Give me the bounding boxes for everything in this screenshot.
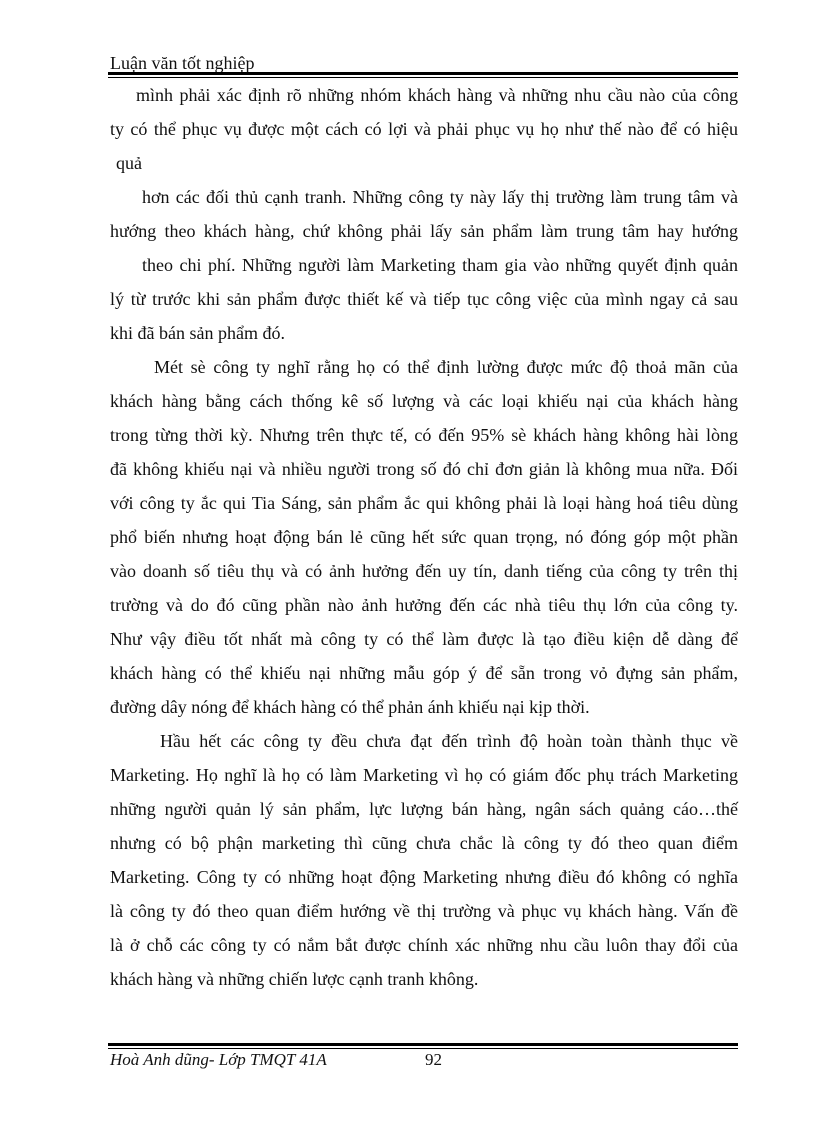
header-title: Luận văn tốt nghiệp xyxy=(110,53,255,73)
text-line: khách hàng và những chiến lược cạnh tranh không. xyxy=(110,969,479,989)
text-line: theo chi phí. Những người làm Marketing tham gia vào những quyết định quản xyxy=(142,255,738,275)
text-line: Marketing. Họ nghĩ là họ có làm Marketing vì họ có giám đốc phụ trách Marketing xyxy=(110,765,738,785)
text-line: Mét sè công ty nghĩ rằng họ có thể định lường được mức độ thoả mãn của xyxy=(154,357,738,377)
text-line: với công ty ắc qui Tia Sáng, sản phẩm ắc qui không phải là loại hàng hoá tiêu dùng xyxy=(110,493,738,513)
text-line: đã không khiếu nại và nhiều người trong số đó chỉ đơn giản là không mua nữa. Đối xyxy=(110,459,738,479)
text-line: quả xyxy=(116,153,142,173)
page-number: 92 xyxy=(425,1050,442,1069)
text-line: trường và do đó cũng phần nào ảnh hưởng đến các nhà tiêu thụ lớn của công ty. xyxy=(110,595,738,615)
text-line: hướng theo khách hàng, chứ không phải lấy sản phẩm làm trung tâm hay hướng xyxy=(110,221,738,241)
text-line: Marketing. Công ty có những hoạt động Marketing nhưng điều đó không có nghĩa xyxy=(110,867,738,887)
text-line: đường dây nóng để khách hàng có thể phản ánh khiếu nại kịp thời. xyxy=(110,697,590,717)
footer-author: Hoà Anh dũng- Lớp TMQT 41A xyxy=(110,1050,327,1069)
text-line: phổ biến nhưng hoạt động bán lẻ cũng hết sức quan trọng, nó đóng góp một phần xyxy=(110,527,738,547)
text-line: Hầu hết các công ty đều chưa đạt đến trình độ hoàn toàn thành thục về xyxy=(160,731,738,751)
body-text xyxy=(110,78,738,996)
text-line: Như vậy điều tốt nhất mà công ty có thể làm được là tạo điều kiện dễ dàng để xyxy=(110,629,738,649)
text-line: hơn các đối thủ cạnh tranh. Những công ty này lấy thị trường làm trung tâm và xyxy=(142,187,738,207)
text-line: là ở chỗ các công ty có nắm bắt được chính xác những nhu cầu luôn thay đổi của xyxy=(110,935,738,955)
text-line: lý từ trước khi sản phẩm được thiết kế và tiếp tục công việc của mình ngay cả sau xyxy=(110,289,738,309)
footer-rule xyxy=(108,1043,738,1049)
text-line: là công ty đó theo quan điểm hướng về thị trường và phục vụ khách hàng. Vấn đề xyxy=(110,901,738,921)
text-line: trong từng thời kỳ. Nhưng trên thực tế, có đến 95% sè khách hàng không hài lòng xyxy=(110,425,738,445)
text-line: khách hàng có thể khiếu nại những mẫu góp ý để sẵn trong vỏ đựng sản phẩm, xyxy=(110,663,738,683)
text-line: khách hàng bằng cách thống kê số lượng và các loại khiếu nại của khách hàng xyxy=(110,391,738,411)
text-line: vào doanh số tiêu thụ và có ảnh hưởng đến uy tín, danh tiếng của công ty trên thị xyxy=(110,561,738,581)
text-line: nhưng có bộ phận marketing thì cũng chưa chắc là công ty đó theo quan điểm xyxy=(110,833,738,853)
text-line: những người quản lý sản phẩm, lực lượng bán hàng, ngân sách quảng cáo…thế xyxy=(110,799,738,819)
text-line: ty có thể phục vụ được một cách có lợi và phải phục vụ họ như thế nào để có hiệu xyxy=(110,119,738,139)
text-line: khi đã bán sản phẩm đó. xyxy=(110,323,285,343)
text-line: mình phải xác định rõ những nhóm khách hàng và những nhu cầu nào của công xyxy=(136,85,738,105)
